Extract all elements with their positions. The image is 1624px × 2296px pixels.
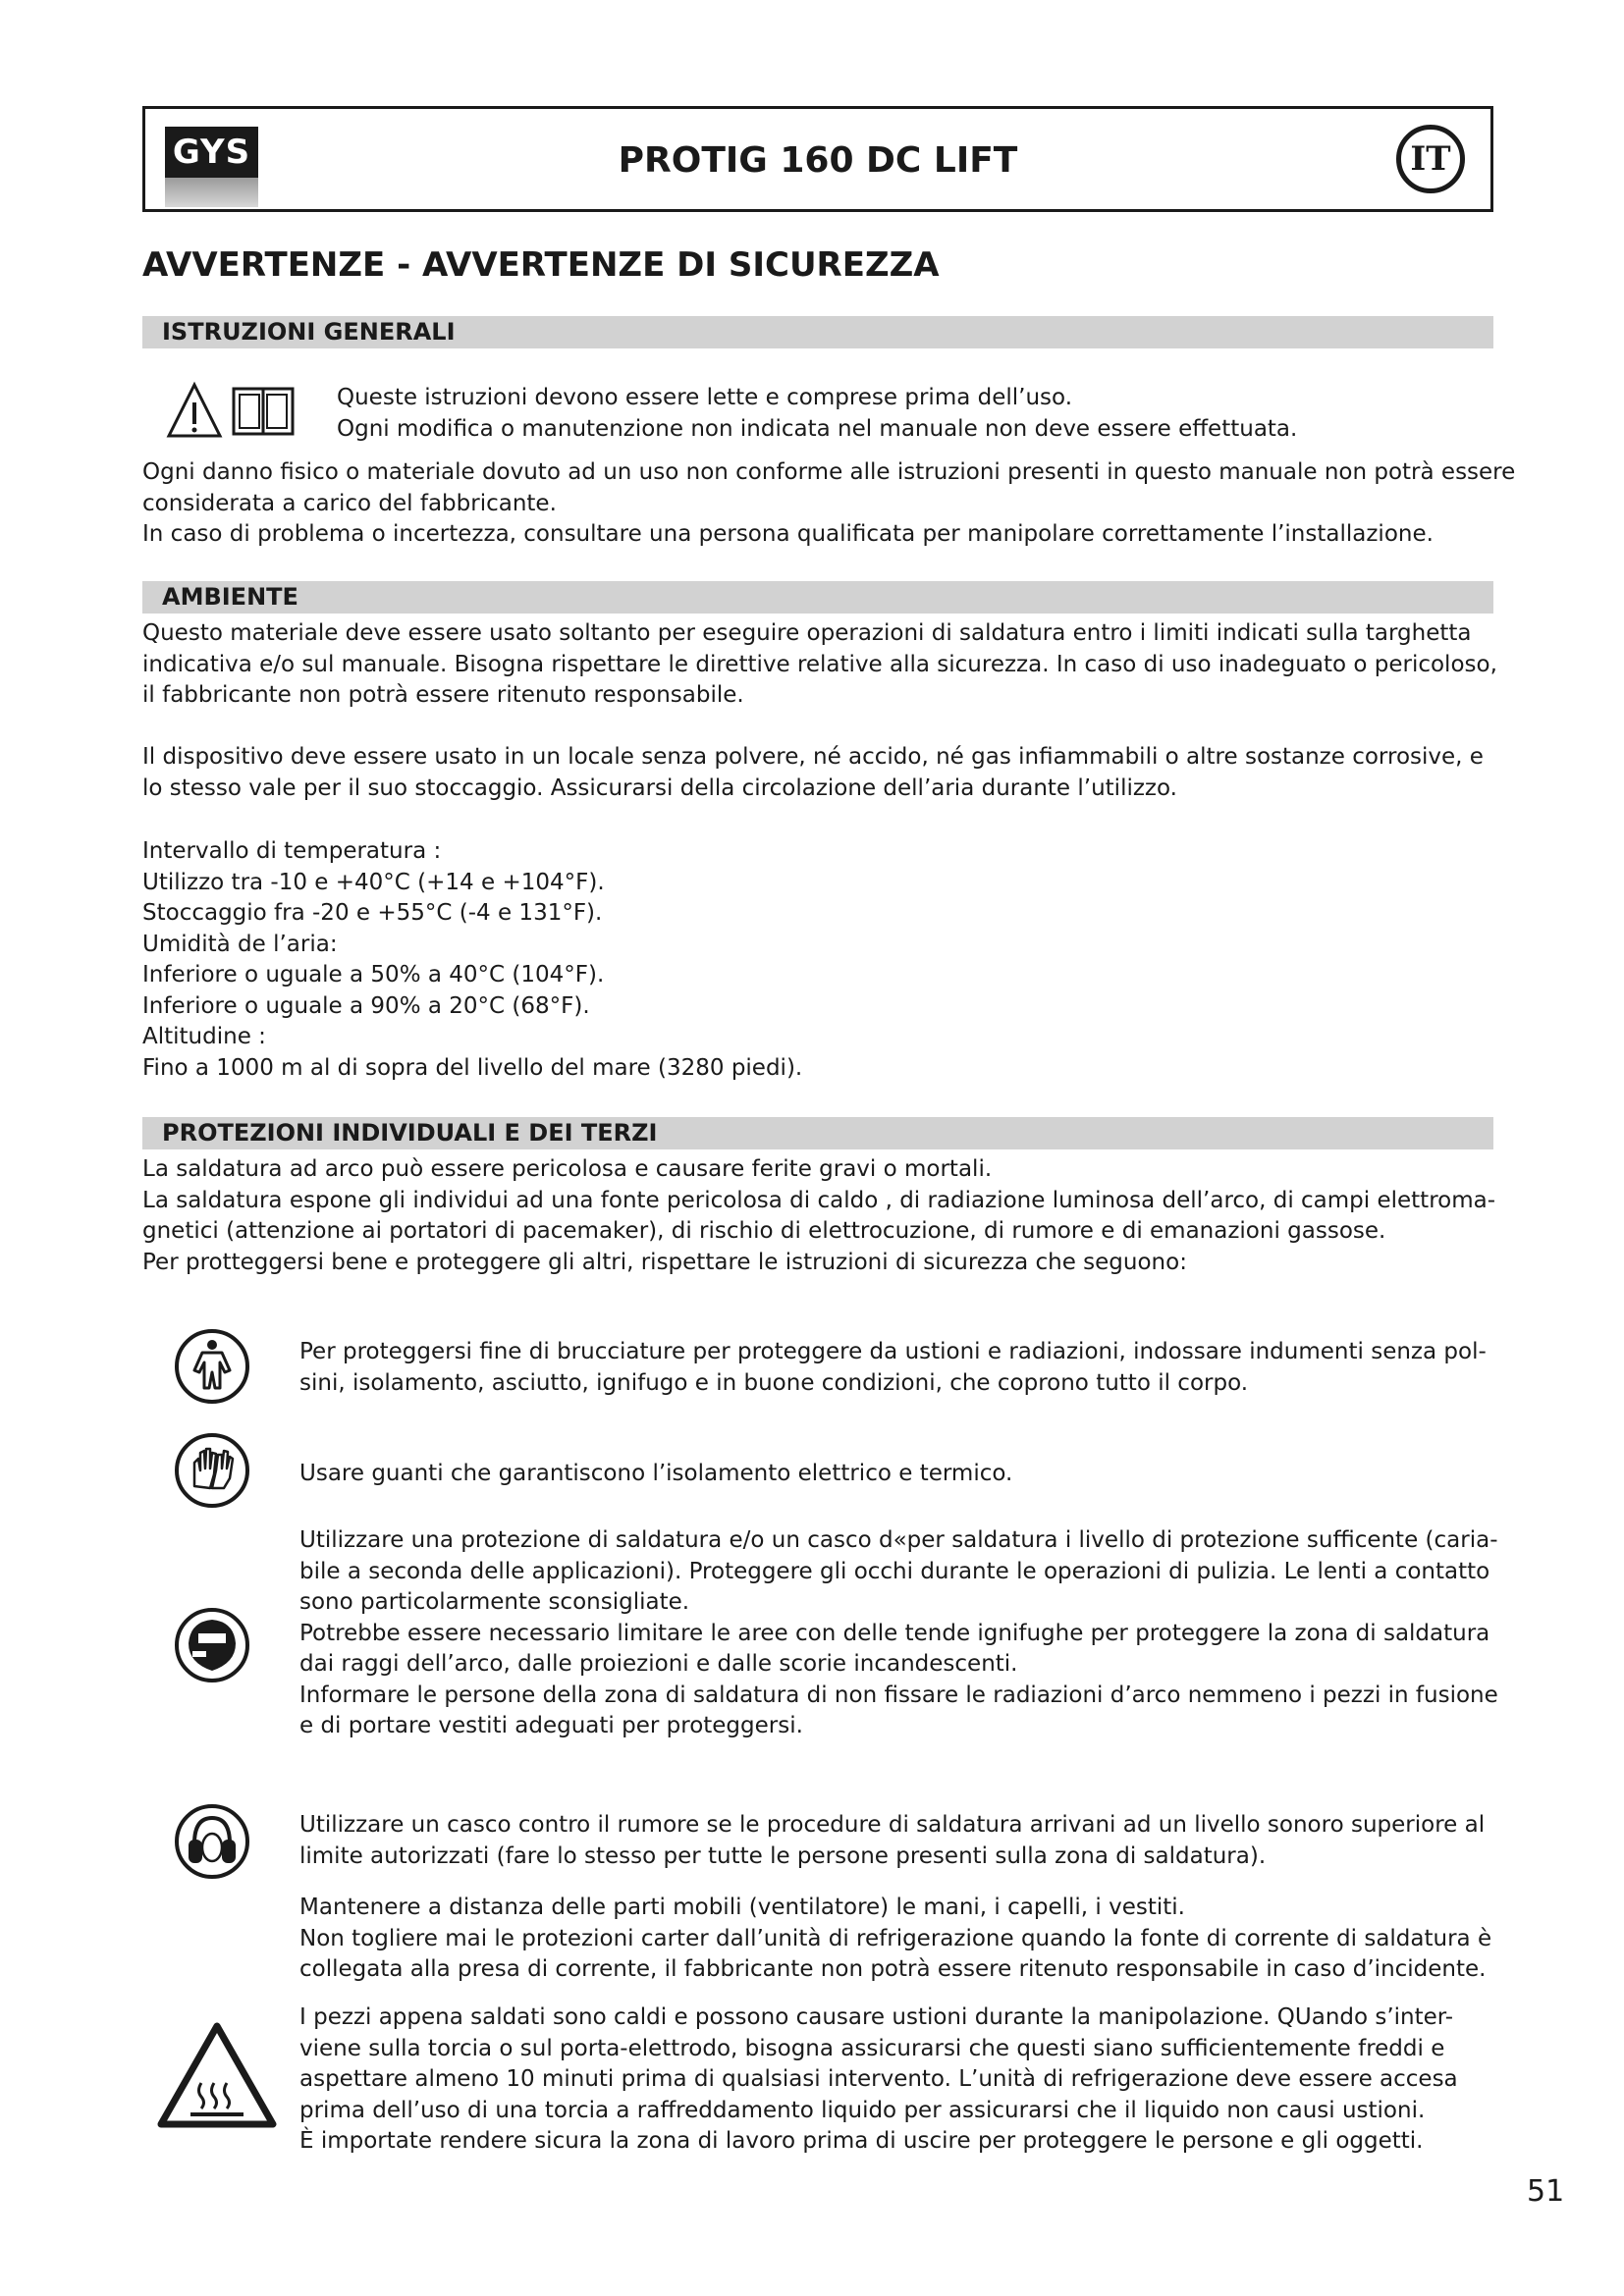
environment-paragraph-1: Questo materiale deve essere usato soltanto per eseguire operazioni di saldatura entro i limiti indicati sulla targhetta indicativa e/o sul manuale. Bisogna rispettare le direttive relative alla sicurezza. In caso di uso inadeguato o pericoloso, il fabbricante non potrà essere ritenuto responsabile.	[142, 620, 1497, 708]
moving-parts-text: Mantenere a distanza delle parti mobili (ventilatore) le mani, i capelli, i vestiti. Non togliere mai le protezioni carter dall’unità di refrigerazione quando la fonte di corrente di saldatura è collegata alla presa di corrente, il fabbricante non potrà essere ritenuto responsabile in caso d’incidente.	[299, 1895, 1492, 1982]
hot-surface-icon	[157, 2022, 277, 2128]
protective-clothing-icon	[173, 1327, 251, 1406]
warning-manual-icon	[165, 381, 302, 442]
page-title: AVVERTENZE - AVVERTENZE DI SICUREZZA	[142, 245, 940, 285]
clothing-text: Per proteggersi fine di brucciature per proteggere da ustioni e radiazioni, indossare indumenti senza pol- sini, isolamento, asciutto, ignifugo e in buone condizioni, che coprono tutto il corpo.	[299, 1339, 1487, 1396]
hot-parts-text: I pezzi appena saldati sono caldi e possono causare ustioni durante la manipolazione. QUando s’inter- viene sulla torcia o sul porta-elettrodo, bisogna assicurarsi che questi siano sufficientemente freddi e aspettare almeno 10 minuti prima di qualsiasi intervento. L’unità di refrigerazione deve essere accesa prima dell’uso di una torcia a raffreddamento liquido per assicurarsi che il liquido non causi ustioni. È importate rendere sicura la zona di lavoro prima di uscire per proteggere le persone e gli oggetti.	[299, 2004, 1458, 2154]
gloves-icon	[173, 1431, 251, 1510]
welding-mask-icon	[173, 1606, 251, 1684]
general-icon-text: Queste istruzioni devono essere lette e comprese prima dell’uso. Ogni modifica o manutenzione non indicata nel manuale non deve essere effettuata.	[337, 385, 1298, 442]
ear-protection-icon	[173, 1802, 251, 1881]
gloves-text: Usare guanti che garantiscono l’isolamento elettrico e termico.	[299, 1461, 1013, 1486]
section-header-general: ISTRUZIONI GENERALI	[142, 316, 1493, 348]
product-title: PROTIG 160 DC LIFT	[618, 140, 1018, 181]
page-header	[142, 106, 1493, 212]
section-header-environment: AMBIENTE	[142, 581, 1493, 614]
logo-text: GYS	[172, 133, 251, 172]
protection-intro: La saldatura ad arco può essere pericolosa e causare ferite gravi o mortali. La saldatura espone gli individui ad una fonte pericolosa di caldo , di radiazione luminosa dell’arco, di campi elettroma- gnetici (attenzione ai portatori di pacemaker), di rischio di elettrocuzione, di rumore e di emanazioni gassose. Per protteggersi bene e proteggere gli altri, rispettare le istruzioni di sicurezza che seguono:	[142, 1156, 1496, 1275]
ear-text: Utilizzare un casco contro il rumore se le procedure di saldatura arrivani ad un livello sonoro superiore al limite autorizzati (fare lo stesso per tutte le persone presenti sulla zona di saldatura).	[299, 1812, 1486, 1869]
section-header-protection: PROTEZIONI INDIVIDUALI E DEI TERZI	[142, 1117, 1493, 1149]
mask-text: Utilizzare una protezione di saldatura e/o un casco d«per saldatura i livello di protezione sufficente (caria- bile a seconda delle applicazioni). Proteggere gli occhi durante le operazioni di pulizia. Le lenti a contatto sono particolarmente sconsigliate. Potrebbe essere necessario limitare le aree con delle tende ignifughe per proteggere la zona di saldatura dai raggi dell’arco, dalle proiezioni e dalle scorie incandescenti. Informare le persone della zona di saldatura di non fissare le radiazioni d’arco nemmeno i pezzi in fusione e di portare vestiti adeguati per proteggersi.	[299, 1527, 1498, 1738]
environment-paragraph-2: Il dispositivo deve essere usato in un locale senza polvere, né accido, né gas infiammabili o altre sostanze corrosive, e lo stesso vale per il suo stoccaggio. Assicurarsi della circolazione dell’aria durante l’utilizzo.	[142, 744, 1484, 801]
language-badge: IT	[1396, 125, 1465, 193]
page-number: 51	[1527, 2174, 1565, 2209]
environment-conditions: Intervallo di temperatura : Utilizzo tra -10 e +40°C (+14 e +104°F). Stoccaggio fra -20 e +55°C (-4 e 131°F). Umidità de l’aria: Inferiore o uguale a 50% a 40°C (104°F). Inferiore o uguale a 90% a 20°C (68°F). Altitudine : Fino a 1000 m al di sopra del livello del mare (3280 piedi).	[142, 838, 803, 1081]
general-paragraph: Ogni danno fisico o materiale dovuto ad un uso non conforme alle istruzioni presenti in questo manuale non potrà essere considerata a carico del fabbricante. In caso di problema o incertezza, consultare una persona qualificata per manipolare correttamente l’installazione.	[142, 459, 1516, 547]
